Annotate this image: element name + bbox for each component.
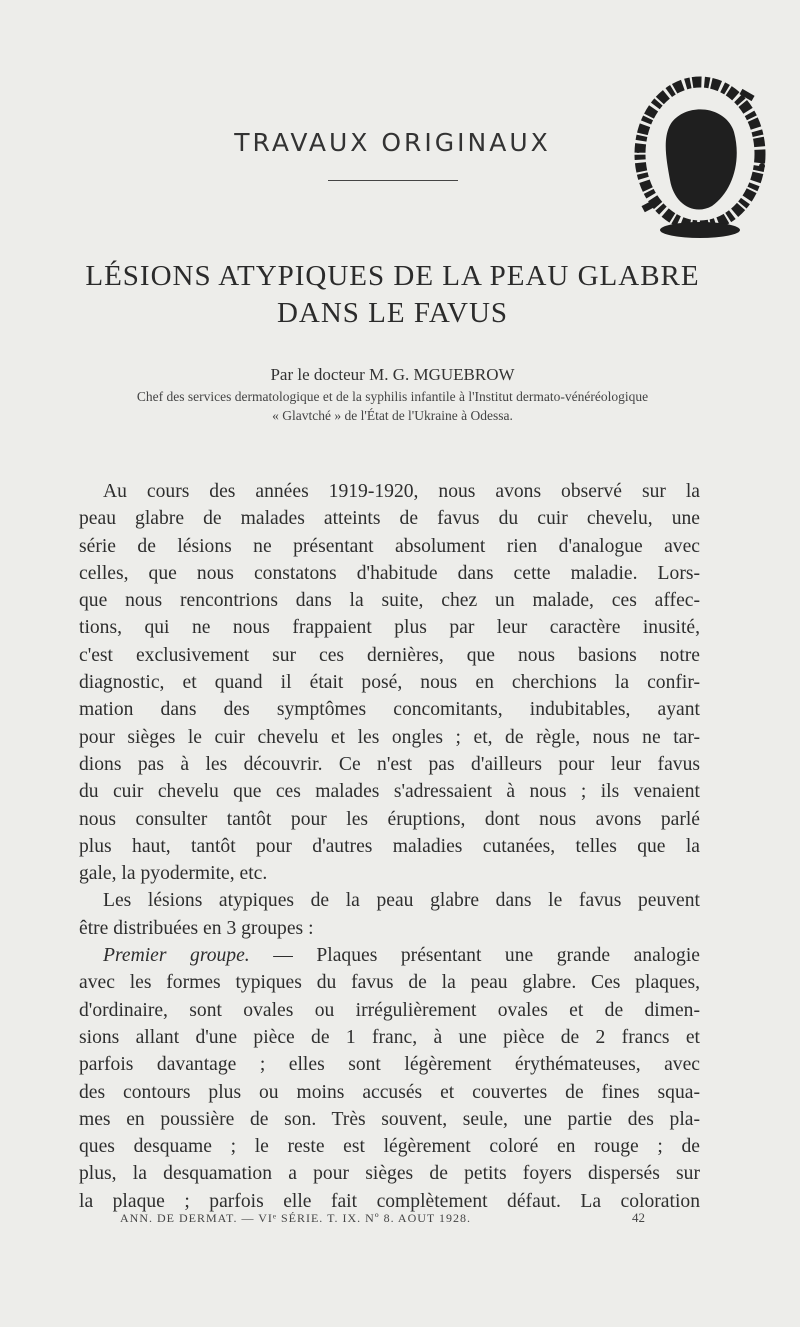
body-line: gale, la pyodermite, etc. [79, 863, 268, 885]
body-line: tions, qui ne nous frappaient plus par leur caractère inusité, [79, 617, 700, 639]
body-line: sions allant d'une pièce de 1 franc, à une pièce de 2 francs et [79, 1026, 700, 1048]
body-line: la plaque ; parfois elle fait complètement défaut. La coloration [79, 1190, 700, 1212]
body-line: du cuir chevelu que ces malades s'adressaient à nous ; ils venaient [79, 781, 700, 803]
body-line: que nous rencontrions dans la suite, chez un malade, ces affec- [79, 590, 700, 612]
header-rule [328, 180, 458, 181]
body-line: celles, que nous constatons d'habitude dans cette maladie. Lors- [79, 562, 700, 584]
library-stamp-seal [628, 70, 768, 245]
article-title-line: DANS LE FAVUS [276, 297, 509, 329]
body-line: être distribuées en 3 groupes : [79, 917, 314, 939]
body-line: c'est exclusivement sur ces dernières, que nous basions notre [79, 644, 700, 666]
author-byline: Par le docteur M. G. MGUEBROW [270, 365, 515, 384]
article-title-line: LÉSIONS ATYPIQUES DE LA PEAU GLABRE [85, 260, 700, 292]
body-line: plus haut, tantôt pour d'autres maladies cutanées, telles que la [79, 835, 700, 857]
body-line: d'ordinaire, sont ovales ou irrégulièrement ovales et de dimen- [79, 999, 700, 1021]
group-heading: Premier groupe. [103, 945, 250, 967]
body-line [79, 942, 700, 969]
body-line: avec les formes typiques du favus de la peau glabre. Ces plaques, [79, 972, 700, 994]
body-line: plus, la desquamation a pour sièges de petits foyers dispersés sur [79, 1163, 700, 1185]
author-affiliation-line: « Glavtché » de l'État de l'Ukraine à Odessa. [272, 408, 513, 423]
body-line: des contours plus ou moins accusés et couvertes de fines squa- [79, 1081, 700, 1103]
body-line: Au cours des années 1919-1920, nous avons observé sur la [103, 481, 700, 502]
body-line: pour sièges le cuir chevelu et les ongles ; et, de règle, nous ne tar- [79, 726, 700, 748]
page-number: 42 [632, 1210, 645, 1225]
body-line: ques desquame ; le reste est légèrement coloré en rouge ; de [79, 1136, 700, 1158]
section-header: TRAVAUX ORIGINAUX [234, 128, 551, 157]
body-line: nous consulter tantôt pour les éruptions, dont nous avons parlé [79, 808, 700, 830]
article-body [79, 478, 700, 1215]
author-affiliation-line: Chef des services dermatologique et de la syphilis infantile à l'Institut dermato-vénéréologique [136, 389, 649, 404]
body-line: mes en poussière de son. Très souvent, seule, une partie des pla- [79, 1108, 700, 1130]
body-line: dions pas à les découvrir. Ce n'est pas d'ailleurs pour leur favus [79, 753, 700, 775]
body-line: diagnostic, et quand il était posé, nous en cherchions la confir- [79, 672, 700, 694]
body-line: Les lésions atypiques de la peau glabre dans le favus peuvent [103, 890, 700, 912]
body-line: mation dans des symptômes concomitants, indubitables, ayant [79, 699, 700, 721]
body-line-rest: — Plaques présentant une grande analogie [249, 945, 700, 967]
body-line: peau glabre de malades atteints de favus du cuir chevelu, une [79, 508, 700, 530]
body-line: série de lésions ne présentant absolument rien d'analogue avec [79, 535, 700, 557]
body-line: parfois davantage ; elles sont légèrement érythémateuses, avec [79, 1054, 700, 1076]
journal-footer: ANN. DE DERMAT. — VIᵉ SÉRIE. T. IX. Nº 8. AOUT 1928. [120, 1211, 472, 1225]
